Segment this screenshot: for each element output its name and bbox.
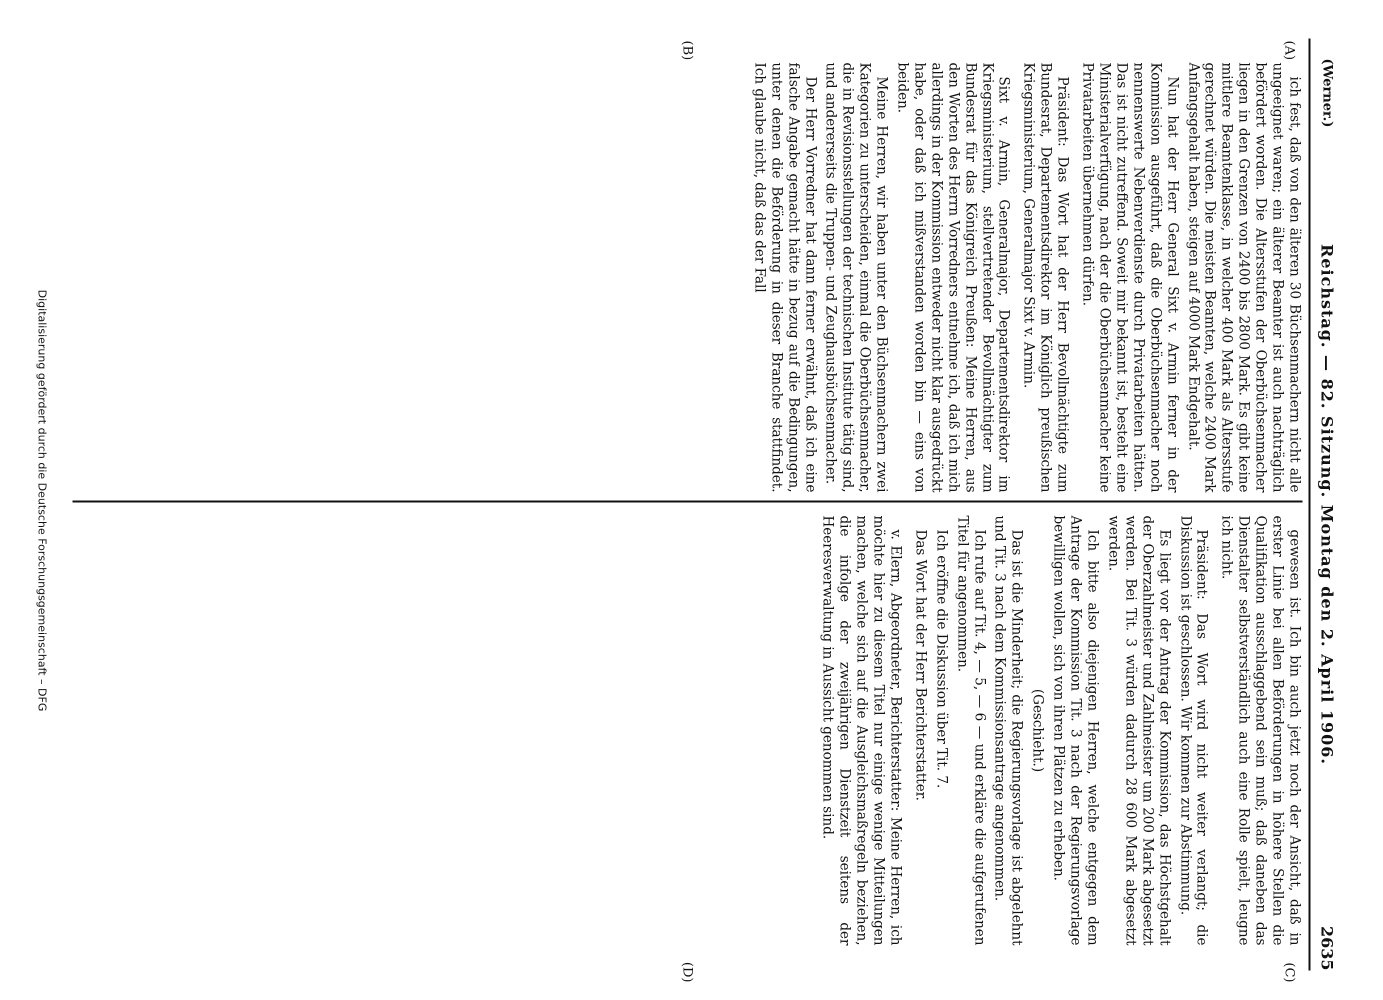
paragraph: Meine Herren, wir haben unter den Büchsenmachern zwei Kategorien zu unterscheiden, einmal die Oberbüchsenmacher, die in Revisionsstellungen der technischen Institute tätig sind, und andererseits die Truppen- und Zeughausbüchsenmacher. xyxy=(822,62,890,493)
page-title: Reichstag. — 82. Sitzung. Montag den 2. April 1906. xyxy=(1317,244,1336,765)
page-header xyxy=(1308,39,1340,971)
margin-marker-d: (D) xyxy=(679,961,694,983)
paragraph: Sixt v. Armin, Generalmajor, Departementsdirektor im Kriegsministerium, stellvertretender Bevollmächtigter zum Bundesrat für das Königreich Preußen: Meine Herren, aus den Worten des Herrn Vorredners entnehme ich, daß ich mich allerdings in der Kommission entweder nicht klar ausgedrückt habe, oder daß ich mißverstanden worden bin — eins von beiden. xyxy=(894,62,1012,493)
paragraph: Nun hat der Herr General Sixt v. Armin ferner in der Kommission ausgeführt, daß die Oberbüchsenmacher noch nennenswerte Nebenverdienste durch Privatarbeiten hätten. Das ist nicht zutreffend. Soweit mir bekannt ist, besteht eine Ministerialverfügung, nach der die Oberbüchsenmacher keine Privatarbeiten übernehmen dürfen. xyxy=(1079,62,1180,493)
stage-direction: (Geschieht.) xyxy=(1029,688,1046,773)
paragraph: Ich bitte also diejenigen Herren, welche entgegen dem Antrage der Kommission Tit. 3 nach der Regierungsvorlage bewilligen wollen, sich von ihren Plätzen zu erheben. xyxy=(1050,515,1101,946)
newspaper-page xyxy=(29,11,1354,991)
paragraph: Präsident: Das Wort wird nicht weiter verlangt; die Diskussion ist geschlossen. Wir kommen zur Abstimmung. xyxy=(1176,515,1210,946)
paragraph: v. Elern, Abgeordneter, Berichterstatter: Meine Herren, ich möchte hier zu diesem Titel nur einige wenige Mitteilungen machen, welche sich auf die Ausgleichsmaßregeln beziehen, die infolge der zweijährigen Dienstzeit seitens der Heeresverwaltung in Aussicht genommen sind. xyxy=(819,515,903,946)
paragraph: Das ist die Minderheit; die Regierungsvorlage ist abgelehnt und Tit. 3 nach dem Kommissionsantrage angenommen. xyxy=(991,515,1025,946)
margin-marker-a: (A) xyxy=(1281,40,1296,61)
left-column xyxy=(72,63,1302,493)
column-divider xyxy=(72,501,1302,503)
paragraph: Es liegt vor der Antrag der Kommission, das Höchstgehalt der Oberzahlmeister und Zahlmeister um 200 Mark abgesetzt werden. Bei Tit. 3 würden dadurch 28 600 Mark abgesetzt werden. xyxy=(1104,515,1172,946)
right-column xyxy=(72,516,1302,946)
page-number: 2635 xyxy=(1317,925,1336,971)
margin-marker-b: (B) xyxy=(679,40,694,61)
header-speaker: (Werner.) xyxy=(1319,58,1334,128)
paragraph: Der Herr Vorredner hat dann ferner erwähnt, daß ich eine falsche Angabe gemacht hätte in bezug auf die Bedingungen, unter denen die Beförderung in dieser Branche stattfindet. Ich glaube nicht, daß das der Fall xyxy=(750,62,818,493)
paragraph: ich fest, daß von den älteren 30 Büchsenmachern nicht alle ungeeignet waren; ein älterer Beamter ist auch nachträglich befördert worden. Die Altersstufen der Oberbüchsenmacher liegen in den Grenzen von 2400 bis 2800 Mark. Es gibt keine mittlere Beamtenklasse, in welcher 400 Mark als Altersstufe gerechnet würden. Die meisten Beamten, welche 2400 Mark Anfangsgehalt haben, steigen auf 4000 Mark Endgehalt. xyxy=(1184,62,1302,493)
margin-marker-c: (C) xyxy=(1281,962,1296,983)
paragraph: Ich eröffne die Diskussion über Tit. 7. xyxy=(932,529,949,789)
footer-credit: Digitalisierung gefördert durch die Deutsche Forschungsgemeinschaft – DFG xyxy=(35,289,48,712)
paragraph: Das Wort hat der Herr Berichterstatter. xyxy=(911,529,928,801)
paragraph: Präsident: Das Wort hat der Herr Bevollmächtigte zum Bundesrat, Departementsdirektor im Königlich preußischen Kriegsministerium, Generalmajor Sixt v. Armin. xyxy=(1020,62,1071,493)
paragraph: Ich rufe auf Tit. 4, — 5, — 6 — und erkläre die aufgerufenen Titel für angenommen. xyxy=(953,515,987,946)
paragraph: gewesen ist. Ich bin auch jetzt noch der Ansicht, daß in erster Linie bei allen Beförderungen in höhere Stellen die Qualifikation ausschlaggebend sein muß; daß daneben das Dienstalter selbstverständlich auch eine Rolle spielt, leugne ich nicht. xyxy=(1218,515,1302,946)
